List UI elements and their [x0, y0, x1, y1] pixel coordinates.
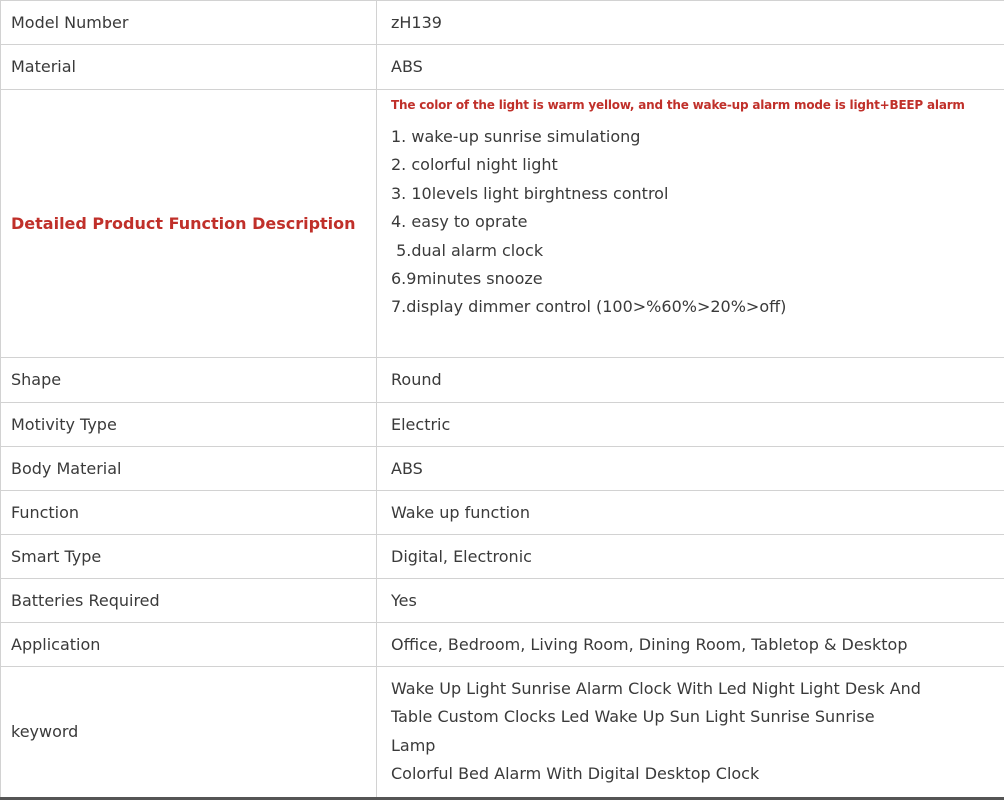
spec-row-body-material	[1, 447, 1004, 491]
spec-value: ABS	[377, 45, 1004, 90]
spec-row-keyword	[1, 667, 1004, 798]
spec-label: Smart Type	[1, 535, 377, 579]
spec-row-shape	[1, 358, 1004, 403]
spec-label: Motivity Type	[1, 403, 377, 447]
spec-label: Function	[1, 491, 377, 535]
spec-label: keyword	[1, 667, 377, 798]
spec-value-keyword	[377, 667, 1004, 798]
feature-item: 6.9minutes snooze	[391, 269, 543, 289]
spec-label: Application	[1, 623, 377, 667]
keyword-line: Table Custom Clocks Led Wake Up Sun Light Sunrise Sunrise	[391, 707, 875, 727]
spec-row-smart-type	[1, 535, 1004, 579]
spec-value: Office, Bedroom, Living Room, Dining Room, Tabletop & Desktop	[377, 623, 1004, 667]
spec-label: Batteries Required	[1, 579, 377, 623]
spec-value: Wake up function	[377, 491, 1004, 535]
spec-row-material	[1, 45, 1004, 90]
spec-row-batteries-required	[1, 579, 1004, 623]
keyword-line: Wake Up Light Sunrise Alarm Clock With Led Night Light Desk And	[391, 679, 921, 698]
spec-row-model-number	[1, 1, 1004, 45]
spec-value: Digital, Electronic	[377, 535, 1004, 579]
spec-value: ABS	[377, 447, 1004, 491]
feature-item: 3. 10levels light birghtness control	[391, 183, 669, 203]
spec-value: zH139	[377, 1, 1004, 45]
feature-item: 2. colorful night light	[391, 155, 558, 175]
light-color-note: The color of the light is warm yellow, and the wake-up alarm mode is light+BEEP alarm	[391, 98, 965, 112]
spec-label: Body Material	[1, 447, 377, 491]
spec-label: Material	[1, 45, 377, 90]
feature-item: 7.display dimmer control (100>%60%>20%>off)	[391, 297, 787, 317]
feature-list	[391, 123, 1004, 322]
spec-value: Round	[377, 358, 1004, 403]
spec-label: Shape	[1, 358, 377, 403]
spec-row-application	[1, 623, 1004, 667]
spec-value: Yes	[377, 579, 1004, 623]
keyword-line: Lamp	[391, 735, 436, 755]
feature-item: 1. wake-up sunrise simulationg	[391, 127, 641, 146]
spec-row-description	[1, 90, 1004, 358]
spec-value-description	[377, 90, 1004, 358]
feature-item: 4. easy to oprate	[391, 212, 528, 232]
spec-row-motivity-type	[1, 403, 1004, 447]
spec-label-description: Detailed Product Function Description	[1, 90, 377, 358]
spec-value: Electric	[377, 403, 1004, 447]
keyword-line: Colorful Bed Alarm With Digital Desktop Clock	[391, 764, 760, 784]
feature-item: 5.dual alarm clock	[391, 240, 544, 260]
spec-row-function	[1, 491, 1004, 535]
spec-label: Model Number	[1, 1, 377, 45]
